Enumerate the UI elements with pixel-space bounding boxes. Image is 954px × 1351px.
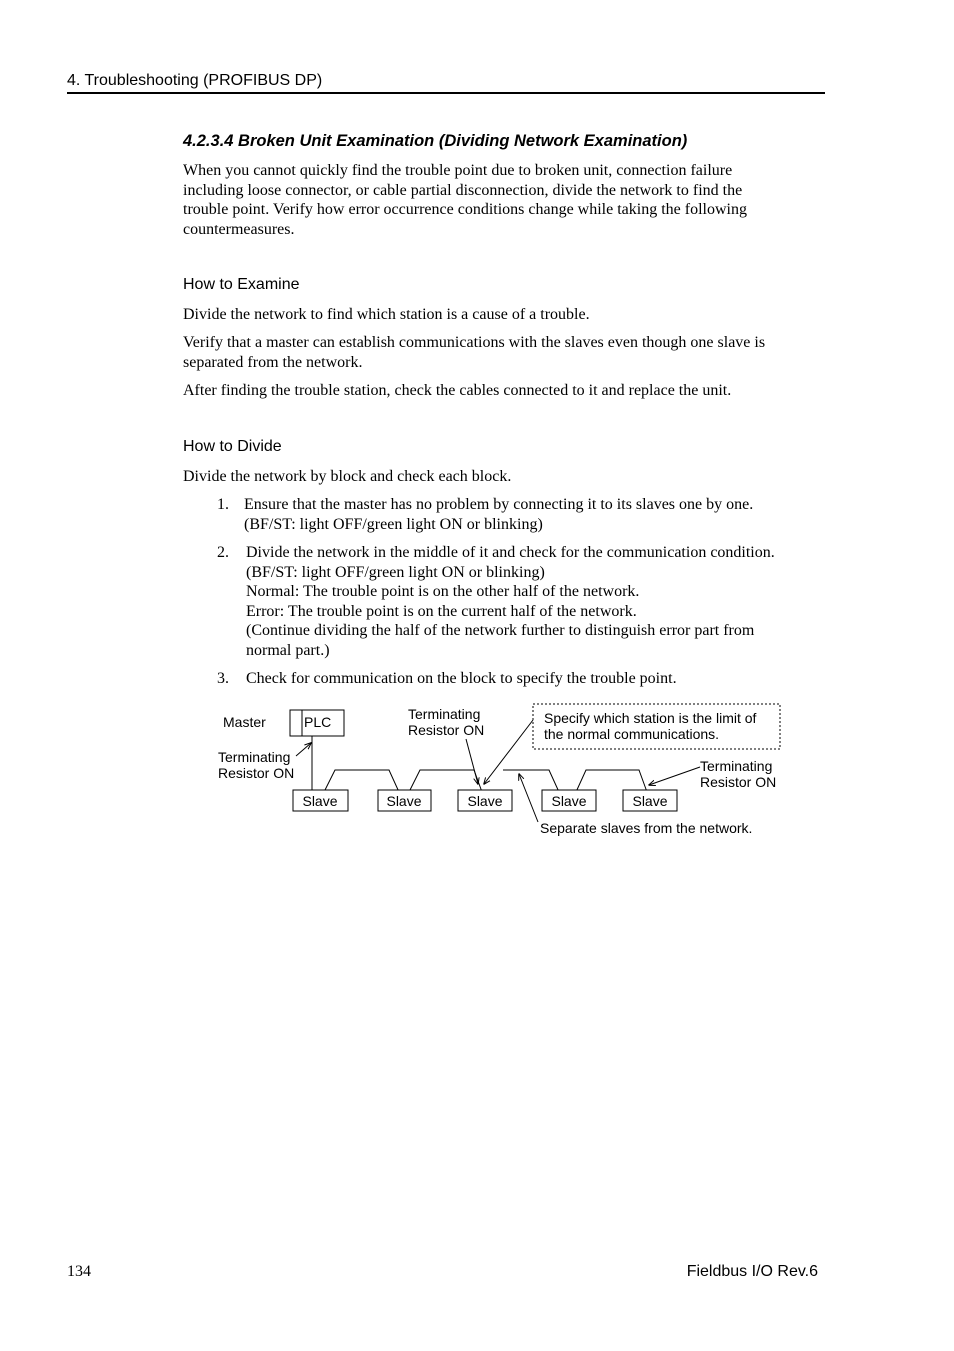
step-number: 1. — [217, 496, 229, 513]
examine-paragraph-1: Divide the network to find which station is a cause of a trouble. — [183, 306, 590, 323]
intro-line: including loose connector, or cable partial disconnection, divide the network to find the — [183, 181, 743, 199]
step-number: 2. — [217, 544, 229, 561]
step-line: Check for communication on the block to specify the trouble point. — [246, 670, 677, 687]
term-mid-line: Resistor ON — [408, 722, 485, 738]
term-right-line: Terminating — [700, 758, 773, 774]
term-mid-line: Terminating — [408, 706, 481, 722]
term-left-line: Resistor ON — [218, 765, 295, 781]
slave-unit-5 — [623, 790, 677, 811]
terminating-resistor-left — [218, 743, 311, 781]
step-line: (Continue dividing the half of the network further to distinguish error part from — [246, 622, 755, 639]
page-header: 4. Troubleshooting (PROFIBUS DP) — [67, 72, 825, 94]
slave-label: Slave — [467, 793, 503, 809]
slave-label: Slave — [632, 793, 668, 809]
examine-paragraph-3: After finding the trouble station, check the cables connected to it and replace the unit. — [183, 382, 732, 399]
step-line: Normal: The trouble point is on the other half of the network. — [246, 583, 640, 600]
terminating-resistor-mid — [408, 706, 484, 784]
term-left-line: Terminating — [218, 749, 291, 765]
section-title: 4.2.3.4 Broken Unit Examination (Dividing Network Examination) — [183, 132, 688, 150]
slave-label: Slave — [386, 793, 422, 809]
step-number: 3. — [217, 670, 229, 687]
slave-unit-2 — [378, 790, 431, 811]
slave-unit-4 — [542, 790, 596, 811]
slave-unit-1 — [293, 790, 348, 811]
examine-line: separated from the network. — [183, 353, 363, 371]
plc-label: PLC — [304, 714, 332, 730]
how-to-examine-heading: How to Examine — [183, 276, 300, 293]
terminating-resistor-right — [649, 758, 776, 790]
step-line: Divide the network in the middle of it and check for the communication condition. — [246, 544, 775, 561]
slave-label: Slave — [302, 793, 338, 809]
page-number: 134 — [67, 1263, 91, 1280]
step-line: Error: The trouble point is on the current half of the network. — [246, 602, 637, 620]
step-line: Ensure that the master has no problem by connecting it to its slaves one by one. — [244, 496, 754, 513]
master-label: Master — [223, 714, 266, 730]
slave-label: Slave — [551, 793, 587, 809]
slave-unit-3 — [458, 790, 512, 811]
document-revision: Fieldbus I/O Rev.6 — [686, 1263, 818, 1280]
intro-line: When you cannot quickly find the trouble point due to broken unit, connection failure — [183, 162, 733, 179]
how-to-divide-heading: How to Divide — [183, 438, 282, 455]
separate-label: Separate slaves from the network. — [540, 820, 753, 836]
term-right-line: Resistor ON — [700, 774, 777, 790]
note-line: the normal communications. — [544, 726, 720, 742]
step-line: (BF/ST: light OFF/green light ON or blinking) — [246, 563, 545, 581]
examine-line: Verify that a master can establish communications with the slaves even though one slave is — [183, 334, 766, 351]
plc-box — [290, 710, 344, 736]
divide-intro: Divide the network by block and check each block. — [183, 468, 512, 485]
intro-line: trouble point. Verify how error occurrence conditions change while taking the following — [183, 201, 747, 218]
bus-cable — [324, 770, 647, 792]
step-line: (BF/ST: light OFF/green light ON or blinking) — [244, 515, 543, 533]
intro-line: countermeasures. — [183, 220, 295, 238]
step-line: normal part.) — [246, 641, 330, 659]
note-line: Specify which station is the limit of — [544, 710, 757, 726]
